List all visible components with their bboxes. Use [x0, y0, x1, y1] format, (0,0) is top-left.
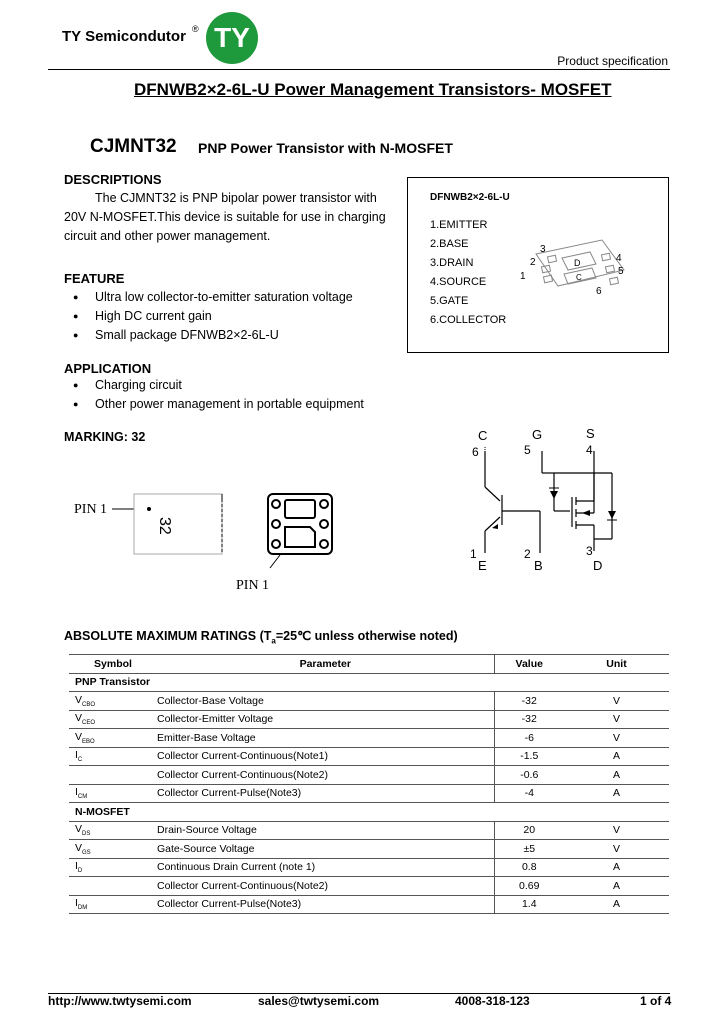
marking-label — [64, 430, 145, 444]
value-cell: -32 — [494, 692, 564, 711]
footer-page: 1 of 4 — [640, 994, 672, 1008]
parameter-cell: Continuous Drain Current (note 1) — [157, 858, 494, 877]
table-row — [69, 821, 669, 840]
symbol-main: I — [75, 897, 78, 910]
symbol-sub: EBO — [82, 738, 95, 745]
symbol-cell — [69, 710, 157, 729]
application-heading: APPLICATION — [64, 361, 152, 376]
unit-cell: V — [564, 710, 669, 729]
registered-mark: ® — [192, 24, 199, 34]
pin-item: 3.DRAIN — [430, 257, 474, 269]
symbol-main: I — [75, 786, 78, 799]
symbol-cell — [69, 877, 157, 896]
unit-cell: V — [564, 692, 669, 711]
symbol-cell — [69, 747, 157, 766]
table-row — [69, 858, 669, 877]
parameter-cell: Gate-Source Voltage — [157, 840, 494, 859]
unit-cell: V — [564, 821, 669, 840]
pin-number: 6 — [596, 286, 602, 297]
table-row — [69, 784, 669, 803]
unit-cell: A — [564, 766, 669, 785]
symbol-sub: C — [77, 757, 83, 764]
pin-number: 5 — [618, 266, 624, 277]
feature-heading: FEATURE — [64, 271, 125, 286]
ratings-heading-rest: =25℃ unless otherwise noted) — [275, 629, 458, 643]
ratings-heading-sub: a — [271, 636, 276, 646]
descriptions-heading: DESCRIPTIONS — [64, 172, 162, 187]
descriptions-text — [64, 189, 404, 246]
symbol-cell — [69, 840, 157, 859]
symbol-sub: CEO — [82, 720, 96, 727]
pin-number-3: 3 — [586, 544, 593, 558]
footer-email[interactable]: sales@twtysemi.com — [258, 994, 380, 1008]
pin-item: 1.EMITTER — [430, 219, 488, 231]
symbol-main: I — [75, 860, 78, 873]
pin-number-4: 4 — [586, 443, 593, 457]
table-header-row — [69, 655, 669, 674]
table-row — [69, 692, 669, 711]
footer-phone: 4008-318-123 — [455, 994, 530, 1008]
col-header-value: Value — [494, 655, 564, 674]
table-row — [69, 747, 669, 766]
symbol-cell — [69, 766, 157, 785]
part-number: CJMNT32 — [90, 136, 177, 157]
company-name: TY Semicondutor — [62, 28, 186, 45]
parameter-cell: Collector Current-Pulse(Note3) — [157, 784, 494, 803]
value-cell: -6 — [494, 729, 564, 748]
ratings-heading — [64, 628, 458, 646]
symbol-main: V — [75, 841, 83, 854]
value-cell: 20 — [494, 821, 564, 840]
descriptions-line: 20V N-MOSFET.This device is suitable for use in charging — [64, 210, 386, 224]
terminal-label-e: E — [478, 558, 487, 573]
parameter-cell: Collector Current-Continuous(Note2) — [157, 766, 494, 785]
symbol-cell — [69, 692, 157, 711]
parameter-cell: Collector Current-Continuous(Note2) — [157, 877, 494, 896]
ratings-heading-main: ABSOLUTE MAXIMUM RATINGS (T — [64, 629, 272, 643]
chip-marking-text: 32 — [156, 517, 173, 535]
value-cell: ±5 — [494, 840, 564, 859]
value-cell: -4 — [494, 784, 564, 803]
pin-number-6: 6 — [472, 445, 479, 459]
feature-list — [64, 288, 353, 345]
list-item: ● High DC current gain — [64, 307, 353, 326]
pin-list — [430, 216, 506, 330]
list-item: ● Small package DFNWB2×2-6L-U — [64, 326, 353, 345]
symbol-cell — [69, 784, 157, 803]
pin-number-2: 2 — [524, 547, 531, 561]
unit-cell: A — [564, 877, 669, 896]
section-label: PNP Transistor — [69, 673, 669, 692]
terminal-label-s: S — [586, 426, 595, 441]
value-cell: -32 — [494, 710, 564, 729]
table-row — [69, 729, 669, 748]
header-rule — [48, 69, 670, 70]
pin-number: 3 — [540, 244, 546, 255]
package-drawing — [514, 230, 634, 302]
symbol-sub: D — [77, 868, 83, 875]
parameter-cell: Collector Current-Pulse(Note3) — [157, 895, 494, 914]
list-item: ● Charging circuit — [64, 376, 364, 395]
symbol-sub: DM — [77, 905, 88, 912]
col-header-symbol: Symbol — [69, 655, 157, 674]
pin-item: 5.GATE — [430, 295, 469, 307]
marking-chip-bottom — [268, 494, 332, 554]
parameter-cell: Collector Current-Continuous(Note1) — [157, 747, 494, 766]
symbol-cell — [69, 895, 157, 914]
part-description: PNP Power Transistor with N-MOSFET — [198, 140, 453, 156]
terminal-label-c: C — [478, 428, 488, 443]
symbol-main: V — [75, 730, 83, 743]
ratings-table-body — [69, 655, 669, 914]
application-list — [64, 376, 364, 414]
symbol-cell — [69, 858, 157, 877]
symbol-main: V — [75, 693, 83, 706]
parameter-cell: Drain-Source Voltage — [157, 821, 494, 840]
descriptions-line: The CJMNT32 is PNP bipolar power transistor with — [95, 191, 377, 205]
table-row — [69, 766, 669, 785]
table-section-row — [69, 673, 669, 692]
marking-label-text: MARKING: — [64, 430, 128, 444]
product-spec-label: Product specification — [557, 54, 668, 68]
table-row — [69, 710, 669, 729]
pin-number: 1 — [520, 271, 526, 282]
symbol-cell — [69, 821, 157, 840]
pad-label-c: C — [576, 273, 582, 282]
pin-item: 4.SOURCE — [430, 276, 487, 288]
value-cell: -1.5 — [494, 747, 564, 766]
unit-cell: A — [564, 784, 669, 803]
marking-chip-top — [134, 494, 222, 554]
pin-item: 6.COLLECTOR — [430, 314, 507, 326]
page-title: DFNWB2×2-6L-U Power Management Transistors- MOSFET — [134, 80, 612, 99]
value-cell: 0.8 — [494, 858, 564, 877]
pin-number-5: 5 — [524, 443, 531, 457]
symbol-cell — [69, 729, 157, 748]
pin-item: 2.BASE — [430, 238, 469, 250]
symbol-sub: CBO — [82, 701, 96, 708]
marking-diagram — [60, 485, 360, 595]
value-cell: -0.6 — [494, 766, 564, 785]
col-header-unit: Unit — [564, 655, 669, 674]
pin-number-1: 1 — [470, 547, 477, 561]
pad-label-d: D — [574, 258, 581, 268]
marking-value: 32 — [131, 430, 146, 444]
symbol-sub: GS — [82, 849, 91, 856]
section-label: N-MOSFET — [69, 803, 669, 822]
parameter-cell: Collector-Base Voltage — [157, 692, 494, 711]
symbol-main: V — [75, 712, 83, 725]
package-title: DFNWB2×2-6L-U — [430, 192, 510, 203]
value-cell: 1.4 — [494, 895, 564, 914]
table-row — [69, 877, 669, 896]
symbol-main: V — [75, 823, 83, 836]
pin1-label-bottom: PIN 1 — [236, 578, 270, 593]
terminal-label-b: B — [534, 558, 543, 573]
terminal-label-g: G — [532, 427, 543, 442]
unit-cell: A — [564, 858, 669, 877]
pin-number: 4 — [616, 253, 622, 264]
symbol-main: I — [75, 749, 78, 762]
unit-cell: V — [564, 729, 669, 748]
ratings-table — [69, 654, 669, 914]
parameter-cell: Emitter-Base Voltage — [157, 729, 494, 748]
circuit-schematic — [458, 425, 638, 575]
company-logo: TY — [206, 12, 258, 64]
pin1-label: PIN 1 — [74, 502, 108, 517]
symbol-sub: DS — [82, 831, 91, 838]
pin-number: 2 — [530, 257, 536, 268]
symbol-sub: CM — [77, 794, 88, 801]
list-item: ● Other power management in portable equipment — [64, 395, 364, 414]
footer-website[interactable]: http://www.twtysemi.com — [48, 994, 192, 1008]
parameter-cell: Collector-Emitter Voltage — [157, 710, 494, 729]
terminal-label-d: D — [593, 558, 603, 573]
descriptions-line: circuit and other power management. — [64, 229, 271, 243]
unit-cell: A — [564, 747, 669, 766]
table-section-row — [69, 803, 669, 822]
list-item: ● Ultra low collector-to-emitter saturation voltage — [64, 288, 353, 307]
table-row — [69, 895, 669, 914]
table-row — [69, 840, 669, 859]
unit-cell: A — [564, 895, 669, 914]
unit-cell: V — [564, 840, 669, 859]
value-cell: 0.69 — [494, 877, 564, 896]
col-header-parameter: Parameter — [157, 655, 494, 674]
package-box — [407, 177, 669, 353]
